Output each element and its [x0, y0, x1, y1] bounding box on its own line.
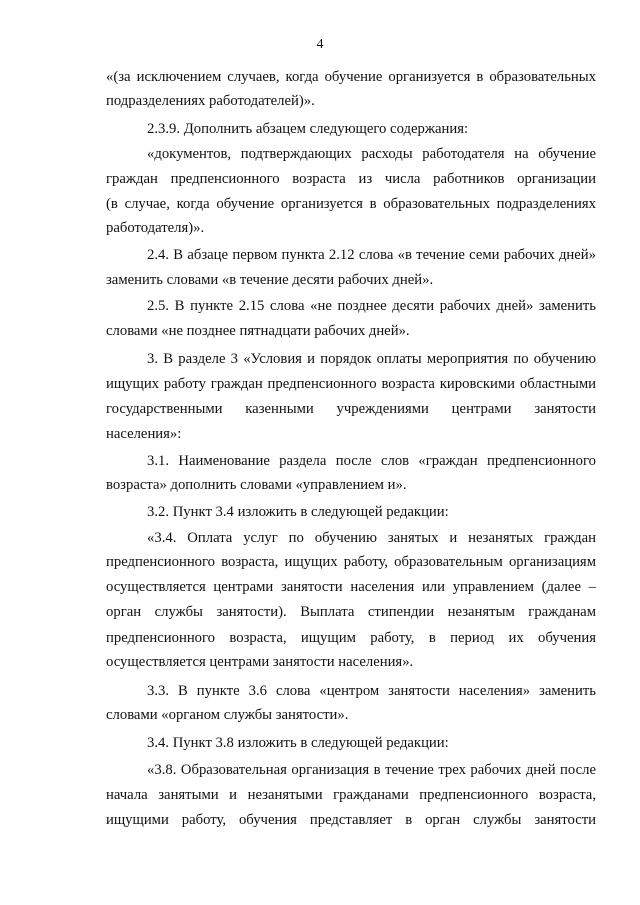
text-line: 2.4. В абзаце первом пункта 2.12 слова «в течение семи рабочих дней»: [147, 247, 596, 263]
text-line: государственными казенными учреждениями центрами занятости: [106, 401, 596, 417]
text-line: ищущими работу, обучения представляет в орган службы занятости: [106, 812, 596, 828]
text-line: 3.4. Пункт 3.8 изложить в следующей редакции:: [147, 735, 449, 751]
text-line: «документов, подтверждающих расходы работодателя на обучение: [147, 146, 596, 162]
text-line: предпенсионного возраста, ищущих работу, образовательным организациям: [106, 554, 596, 570]
text-line: 3. В разделе 3 «Условия и порядок оплаты мероприятия по обучению: [147, 351, 596, 367]
text-line: подразделениях работодателей)».: [106, 93, 315, 109]
text-line: осуществляется центрами занятости населения или управлением (далее –: [106, 579, 596, 595]
text-line: словами «не позднее пятнадцати рабочих дней».: [106, 323, 410, 339]
text-line: 3.2. Пункт 3.4 изложить в следующей редакции:: [147, 504, 449, 520]
text-line: 2.3.9. Дополнить абзацем следующего содержания:: [147, 121, 469, 137]
text-line: заменить словами «в течение десяти рабочих дней».: [106, 272, 434, 288]
text-line: ищущих работу граждан предпенсионного возраста кировскими областными: [106, 376, 596, 392]
text-line: граждан предпенсионного возраста из числа работников организации: [106, 171, 596, 187]
text-line: начала занятыми и незанятыми гражданами предпенсионного возраста,: [106, 787, 596, 803]
text-line: осуществляется центрами занятости населения».: [106, 654, 414, 670]
text-line: 3.1. Наименование раздела после слов «граждан предпенсионного: [147, 453, 596, 469]
text-line: словами «органом службы занятости».: [106, 707, 349, 723]
text-line: «(за исключением случаев, когда обучение организуется в образовательных: [106, 69, 596, 85]
page-number: 4: [316, 37, 324, 52]
text-line: орган службы занятости). Выплата стипендии незанятым гражданам: [106, 604, 596, 620]
text-line: 3.3. В пункте 3.6 слова «центром занятости населения» заменить: [147, 683, 596, 699]
text-line: 2.5. В пункте 2.15 слова «не позднее десяти рабочих дней» заменить: [147, 298, 596, 314]
text-line: «3.8. Образовательная организация в течение трех рабочих дней после: [147, 762, 596, 778]
text-line: предпенсионного возраста, ищущим работу, в период их обучения: [106, 630, 596, 646]
text-line: населения»:: [106, 426, 182, 442]
text-line: работодателя)».: [106, 220, 205, 236]
text-line: возраста» дополнить словами «управлением и».: [106, 477, 407, 493]
text-line: (в случае, когда обучение организуется в образовательных подразделениях: [106, 196, 596, 212]
text-line: «3.4. Оплата услуг по обучению занятых и незанятых граждан: [147, 530, 596, 546]
